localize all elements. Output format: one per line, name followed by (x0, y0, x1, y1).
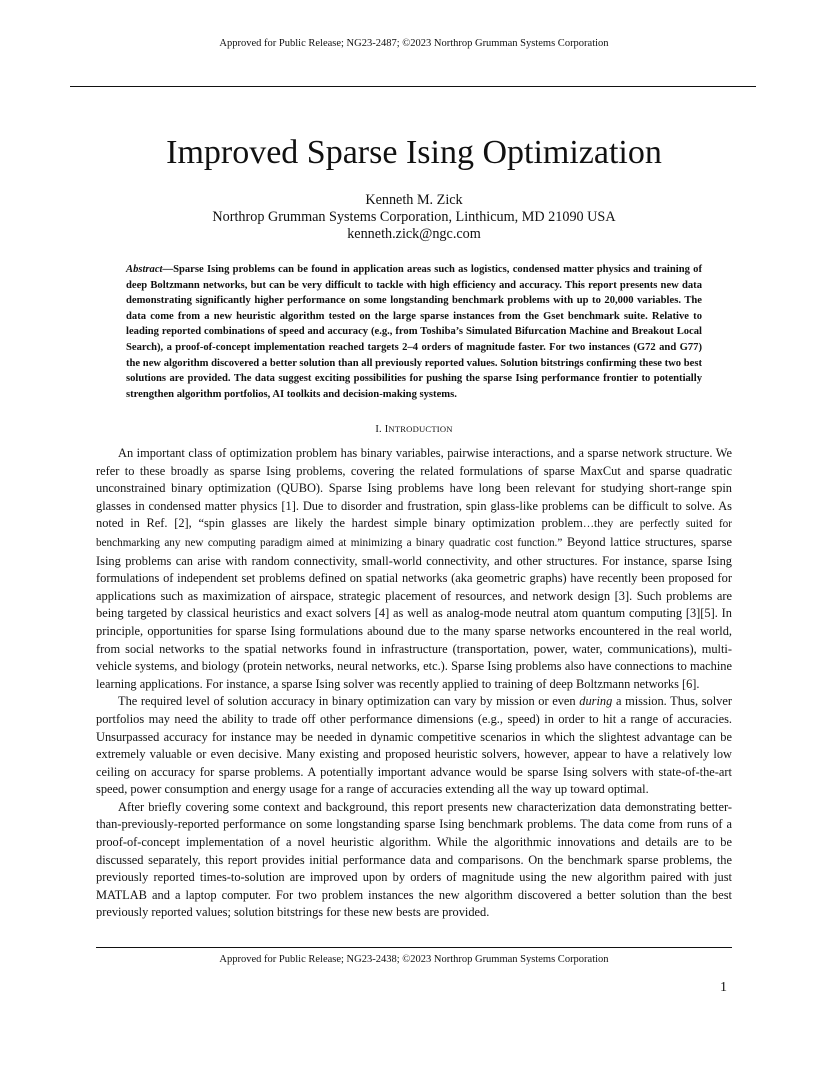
paragraph-3: After briefly covering some context and background, this report presents new characterization data demonstrating better-than-previously-reported performance on some longstanding sparse Ising benchmark problems. The data come from runs of a proof-of-concept implementation of a novel heuristic algorithm. While the algorithmic innovations and details are to be discussed separately, this report provides initial performance data and comparisons. On the benchmark sparse problems, the previously reported times-to-solution are improved upon by orders of magnitude using the new algorithm paired with just MATLAB and a laptop computer. For two problem instances the new algorithm discovered a better solution than the best previously reported values; solution bitstrings for these new bests are provided. (96, 799, 732, 920)
header-divider (70, 86, 756, 87)
section-title-initial: I (384, 424, 389, 435)
paragraph-2-part-a: The required level of solution accuracy in binary optimization can vary by mission or even (118, 694, 576, 709)
paragraph-1-part-a: An important class of optimization problem has binary variables, pairwise interactions, and a sparse network structure. We refer to these broadly as sparse Ising problems, covering the related formulations of sparse MaxCut and sparse quadratic unconstrained binary optimization (QUBO). Sparse Ising problems have long been relevant for studying short-range spin glasses in condensed matter physics [1]. Due to disorder and frustration, spin glass-like problems can be difficult to solve. As noted in Ref. [2], “spin glasses are likely the hardest simple binary optimization problem (96, 446, 732, 531)
body-text (96, 445, 732, 922)
paragraph-1-part-b: Beyond lattice structures, sparse Ising problems can arise with random connectivity, small-world connectivity, and other structures. For instance, sparse Ising formulations of independent set problems defined on spatial networks (aka geometric graphs) have recently been proposed for applications such as maximization of airspace, strategic placement of resources, and network design [3]. Such problems are being targeted by classical heuristics and exact solvers [4] as well as analog-mode neutral atom quantum computing [3][5]. In principle, opportunities for sparse Ising formulations abound due to the many sparse networks encountered in the real world, from social networks to the spatial networks found in infrastructure (transportation, power, water, communications), multi-vehicle systems, and biology (protein networks, neural networks, etc.). Sparse Ising problems also have connections to machine learning applications. For instance, a sparse Ising solver was recently applied to training of deep Boltzmann networks [6]. (96, 534, 732, 691)
author-email: kenneth.zick@ngc.com (347, 226, 481, 242)
footer-release-notice: Approved for Public Release; NG23-2438; ©2023 Northrop Grumman Systems Corporation (219, 954, 609, 965)
abstract-label: Abstract (126, 264, 163, 275)
section-title-rest: NTRODUCTION (388, 424, 453, 434)
author-name: Kenneth M. Zick (365, 192, 463, 208)
paragraph-2-emphasis: during (579, 694, 613, 709)
author-block (0, 192, 828, 243)
abstract-text: Sparse Ising problems can be found in application areas such as logistics, condensed matter physics and training of deep Boltzmann networks, but can be very difficult to tackle with high efficiency and accuracy. This report presents new data demonstrating significantly higher performance on some longstanding benchmark problems with up to 20,000 variables. The data come from a new heuristic algorithm tested on the large sparse instances from the Gset benchmark suite. Relative to leading reported combinations of speed and accuracy (e.g., from Toshiba’s Simulated Bifurcation Machine and Breakout Local Search), a proof-of-concept implementation reached targets 2–4 orders of magnitude faster. For two instances (G72 and G77) the new algorithm discovered a better solution than all previously reported values. Solution bitstrings confirming these two best solutions are provided. The data suggest exciting possibilities for pushing the sparse Ising performance frontier to potentially strengthen algorithm portfolios, AI toolkits and decision-making systems. (126, 264, 702, 400)
header-release-notice: Approved for Public Release; NG23-2487; ©2023 Northrop Grumman Systems Corporation (219, 38, 609, 49)
paper-title: Improved Sparse Ising Optimization (166, 134, 662, 171)
author-affiliation: Northrop Grumman Systems Corporation, Linthicum, MD 21090 USA (212, 209, 616, 225)
paragraph-1 (96, 445, 732, 693)
section-heading (0, 424, 828, 435)
abstract: Abstract—Sparse Ising problems can be found in application areas such as logistics, condensed matter physics and training of deep Boltzmann networks, but can be very difficult to tackle with high efficiency and accuracy. This report presents new data demonstrating significantly higher performance on some longstanding benchmark problems with up to 20,000 variables. The data come from a new heuristic algorithm tested on the large sparse instances from the Gset benchmark suite. Relative to leading reported combinations of speed and accuracy (e.g., from Toshiba’s Simulated Bifurcation Machine and Breakout Local Search), a proof-of-concept implementation reached targets 2–4 orders of magnitude faster. For two instances (G72 and G77) the new algorithm discovered a better solution than all previously reported values. Solution bitstrings confirming these two best solutions are provided. The data suggest exciting possibilities for pushing the sparse Ising performance frontier to potentially strengthen algorithm portfolios, AI toolkits and decision-making systems. (126, 264, 702, 400)
footer-divider (96, 947, 732, 948)
section-number: I. (375, 424, 382, 435)
paragraph-2-part-b: a mission. Thus, solver portfolios may need the ability to trade off other performance dimensions (e.g., speed) in order to hit a range of accuracies. Unsurpassed accuracy for instance may be needed in dynamic competitive scenarios in which the slightest advantage can be extremely valuable or even decisive. Many existing and proposed heuristic solvers, however, appear to have a relatively low ceiling on accuracy for sparse problems. A potentially important advance would be sparse Ising solvers with state-of-the-art speed, power consumption and energy usage for a range of accuracies extending all the way up toward optimal. (96, 694, 732, 797)
page-number: 1 (720, 980, 727, 995)
paragraph-1-quote: …they are perfectly suited for benchmarking any new computing paradigm aimed at minimizing a binary quadratic cost function.” (96, 518, 732, 549)
paragraph-2 (96, 693, 732, 799)
